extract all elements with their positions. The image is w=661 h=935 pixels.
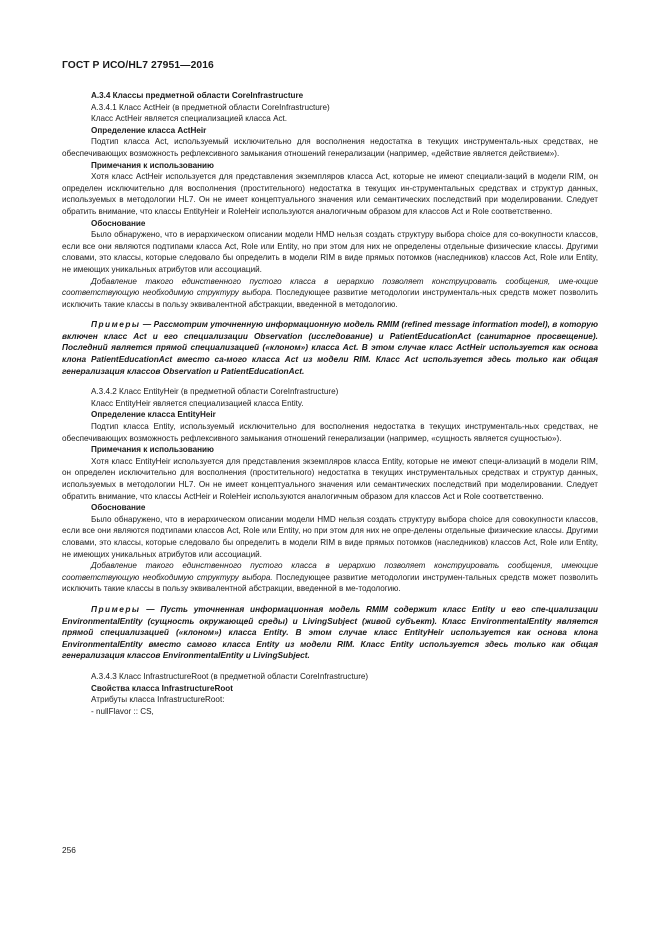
paragraph-text: Было обнаружено, что в иерархическом описании модели HMD нельзя создать структуру выбора choice для со-вокупности классов, если все они являются подтипами класса Act, Role или Entity, но при этом для них не определены отдельные физические классы. Другими словами, это классы, которые следовало бы определить в модели RIM в виде прямых потомков (наследников) классов Act, Role или Entity, не имеющих уникальных атрибутов или ассоциаций. [62, 230, 598, 274]
paragraph [62, 671, 598, 683]
paragraph-text: Определение класса ActHeir [91, 125, 207, 135]
paragraph [62, 113, 598, 125]
section-heading [62, 218, 598, 230]
paragraph-text: Хотя класс EntityHeir используется для представления экземпляров класса Entity, которые не имеют специ-ализаций в модели RIM, он определен исключительно для восполнения (простительного) недостатка в текущих инструментальных средствах и структур данных, используемых в методологии HL7. Он не имеет концептуального значения или семантических последствий при моделировании. Следует обратить внимание, что классы ActHeir и RoleHeir используются аналогичным образом для классов Act и Role соответственно. [62, 456, 598, 501]
paragraph-text: Хотя класс ActHeir используется для представления экземпляров класса Act, которые не имеют специали-заций в модели RIM, он определен исключительно для восполнения (простительного) недостатка в текущих ин-струментальных средствах и структур данных, используемых в методологии HL7. Он не имеет концептуального значения или семантических последствий при моделировании. Следует обратить внимание, что классы EntityHeir и RoleHeir используются аналогичным образом для классов Act и Role соответственно. [62, 172, 598, 216]
paragraph-text: Атрибуты класса InfrastructureRoot: [91, 695, 225, 705]
paragraph-text: Класс ActHeir является специализацией класса Act. [91, 114, 288, 124]
standard-header: ГОСТ Р ИСО/HL7 27951—2016 [62, 60, 214, 71]
paragraph [62, 456, 598, 502]
page-number: 256 [62, 845, 76, 855]
paragraph [62, 171, 598, 217]
paragraph-text: Свойства класса InfrastructureRoot [91, 683, 233, 693]
paragraph-text: Последующее развитие методологии инструменталь-ных средств может позволить исключить такие классы в пользу эквивалентной абстракции, введенной в методологию. [62, 288, 598, 309]
spacer [62, 310, 598, 319]
paragraph [62, 514, 598, 560]
section-heading [62, 683, 598, 695]
italic-text: Добавление такого единственного пустого класса в иерархию позволяет конструировать сообщения, имеющие соответствующую необходимую структуру выбора. [62, 561, 598, 582]
section-heading [62, 502, 598, 514]
paragraph-text: - nullFlavor :: CS, [91, 706, 154, 716]
paragraph-text: Подтип класса Act, используемый исключительно для восполнения недостатка в текущих инструменталь-ных средствах, не обеспечивающих возможность рефлексивного замыкания отношений генерализации (например, «действие является действием»). [62, 137, 598, 158]
paragraph-text: A.3.4.1 Класс ActHeir (в предметной области CoreInfrastructure) [91, 102, 330, 112]
paragraph [62, 421, 598, 444]
paragraph-text: — Пусть уточненная информационная модель RMIM содержит класс Entity и его спе-циализации EnvironmentalEntity (сущность окружающей среды) и LivingSubject (живой субъект). Класс EnvironmentalEntity является прямой специализацией («клоном») класса Entity. В этом случае класс EntityHeir используется как основа клона EnvironmentalEntity вместо самого класса Entity из модели RIM. Класс Entity используется здесь только как общая генерализация классов EnvironmentalEntity и LivingSubject. [62, 603, 598, 661]
spacer [62, 662, 598, 671]
paragraph-text: — Рассмотрим уточненную информационную модель RMIM (refined message information model), в которую включен класс Act и его специализации Observation (исследование) и PatientEducationAct (санитарное просвещение). Последний является прямой специализацией («клоном») класса Act. В этом случае класс ActHeir используется как основа клона PatientEducationAct вместо са-мого класса Act из модели RIM. Класс Act используется здесь только как общая генерализация классов Observation и PatientEducationAct. [62, 319, 598, 376]
italic-text: Добавление такого единственного пустого класса в иерархию позволяет конструировать сообщения, име-ющие соответствующую необходимую структуру выбора. [62, 276, 598, 298]
example-paragraph [62, 604, 598, 662]
example-paragraph [62, 319, 598, 377]
paragraph-text: Примечания к использованию [91, 160, 214, 170]
paragraph [62, 102, 598, 114]
paragraph [62, 694, 598, 706]
paragraph-text: Последующее развитие методологии инструмен-тальных средств может позволить исключить такие классы в пользу эквивалентной абстракции, введенной в ме-тодологию. [62, 572, 598, 594]
section-heading [62, 160, 598, 172]
paragraph-text: A.3.4.3 Класс InfrastructureRoot (в предметной области CoreInfrastructure) [91, 671, 369, 681]
example-lead: Примеры [91, 319, 141, 330]
paragraph [62, 276, 598, 311]
paragraph-text: A.3.4.2 Класс EntityHeir (в предметной области CoreInfrastructure) [91, 387, 339, 397]
paragraph-text: Класс EntityHeir является специализацией класса Entity. [91, 398, 304, 408]
paragraph-text: Обоснование [91, 503, 146, 513]
spacer [62, 595, 598, 604]
paragraph-text: Определение класса EntityHeir [91, 410, 216, 420]
paragraph-text: Примечания к использованию [91, 445, 214, 455]
paragraph [62, 229, 598, 275]
section-heading [62, 90, 598, 102]
section-heading [62, 444, 598, 456]
spacer [62, 377, 598, 386]
paragraph [62, 560, 598, 595]
example-lead: Примеры [91, 603, 141, 614]
paragraph [62, 398, 598, 410]
paragraph-text: A.3.4 Классы предметной области CoreInfrastructure [91, 91, 304, 100]
paragraph [62, 386, 598, 398]
paragraph-text: Подтип класса Entity, используемый исключительно для восполнения недостатка в текущих инструменталь-ных средствах, не обеспечивающих возможность рефлексивного замыкания отношений генерализации (например, «сущность является сущностью»). [62, 422, 598, 443]
document-body [62, 90, 598, 717]
section-heading [62, 409, 598, 421]
paragraph-text: Обоснование [91, 218, 146, 228]
paragraph [62, 136, 598, 159]
paragraph-text: Было обнаружено, что в иерархическом описании модели HMD нельзя создать структуру выбора choice для совокупности классов, если все они являются подтипами классов Act, Role или Entity, но при этом для них не опре-делены отдельные физические классы. Другими словами, это классы, которые следовало бы определить в модели RIM в виде прямых потомков (наследников) классов Act, Role или Entity, не имеющих уникальных атрибутов или ассоциаций. [62, 514, 598, 559]
paragraph [62, 706, 598, 718]
section-heading [62, 125, 598, 137]
